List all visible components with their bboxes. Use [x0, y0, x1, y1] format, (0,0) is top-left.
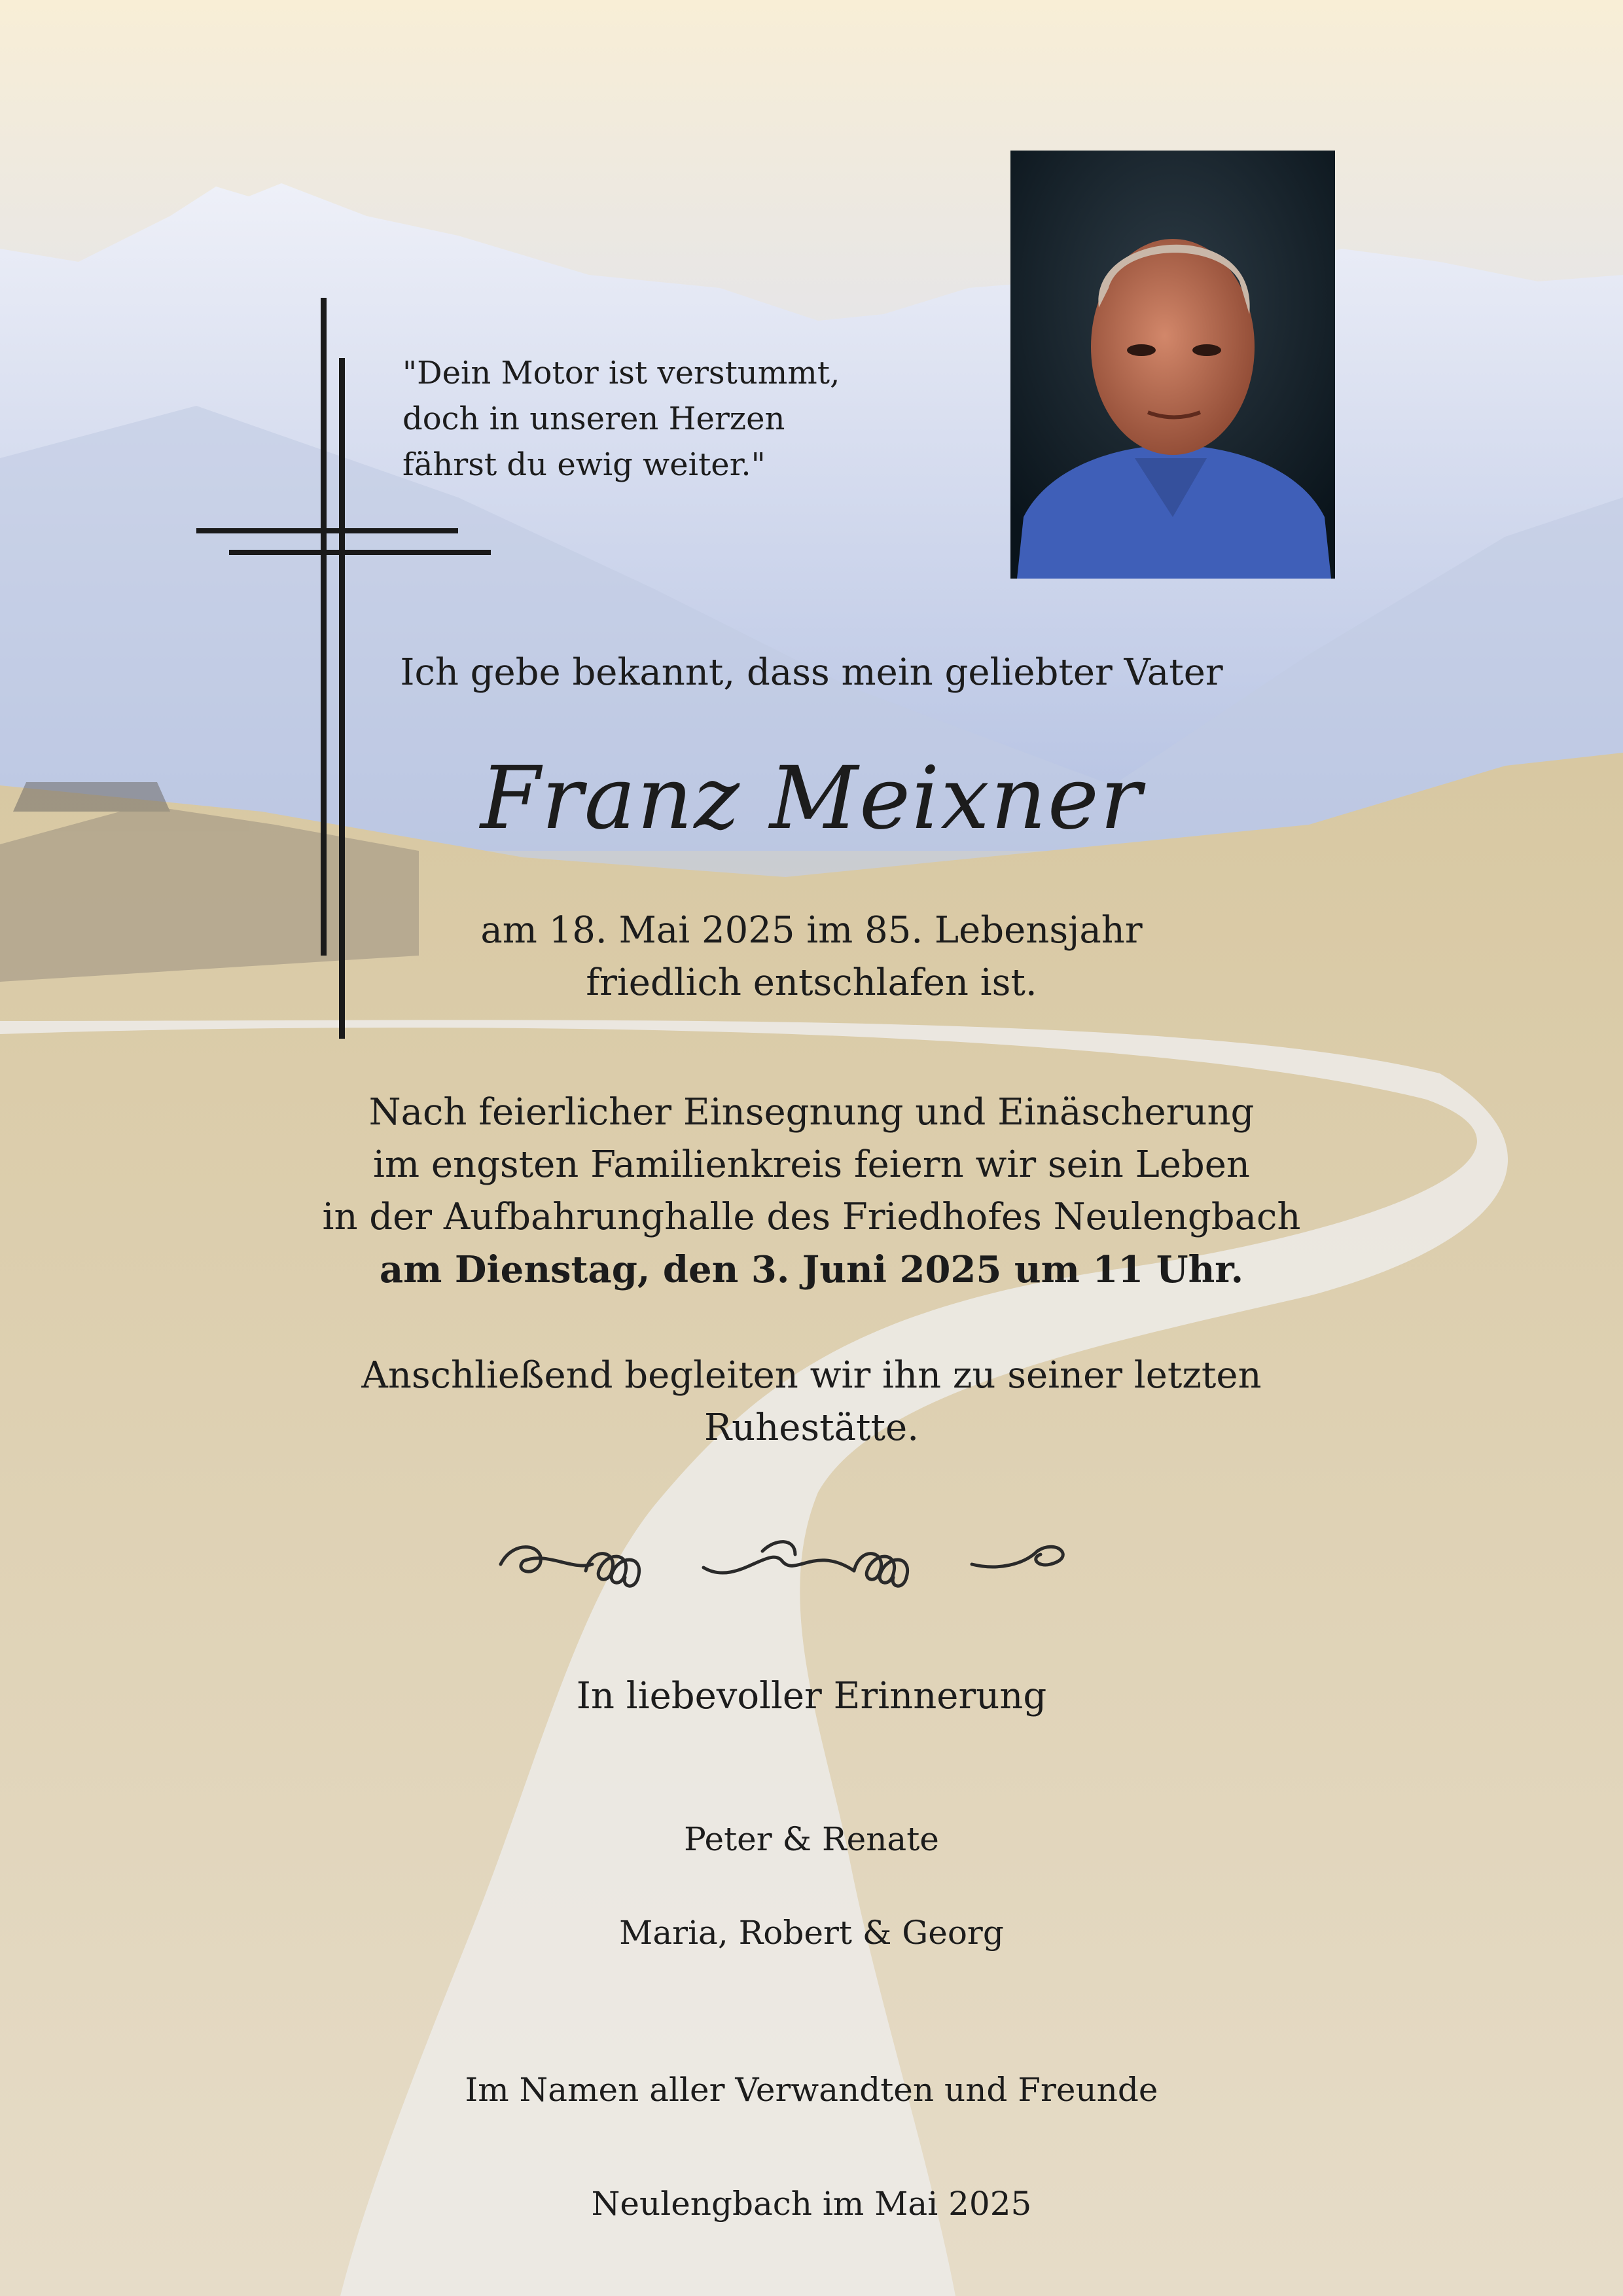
portrait-photo	[1010, 151, 1335, 579]
ceremony-line: im engsten Familienkreis feiern wir sein Leben	[373, 1143, 1250, 1186]
relatives-text: Im Namen aller Verwandten und Freunde	[465, 2071, 1158, 2109]
remembrance-text: In liebevoller Erinnerung	[576, 1675, 1047, 1717]
memorial-quote	[402, 350, 840, 488]
burial-line: Anschließend begleiten wir ihn zu seiner letzten	[361, 1354, 1262, 1397]
death-line: am 18. Mai 2025 im 85. Lebensjahr	[480, 909, 1143, 952]
burial-info	[0, 1350, 1623, 1454]
place-date: Neulengbach im Mai 2025	[591, 2185, 1032, 2223]
ceremony-line: Nach feierlicher Einsegnung und Einäscherung	[368, 1091, 1255, 1134]
quote-line: doch in unseren Herzen	[402, 401, 785, 437]
mourner-names: Maria, Robert & Georg	[619, 1914, 1004, 1952]
ceremony-info	[0, 1086, 1623, 1296]
mourner-names: Peter & Renate	[684, 1820, 939, 1858]
burial-line: Ruhestätte.	[704, 1407, 919, 1449]
flourish-divider-icon	[488, 1525, 1077, 1604]
ceremony-date: am Dienstag, den 3. Juni 2025 um 11 Uhr.	[379, 1248, 1244, 1291]
ceremony-line: in der Aufbahrunghalle des Friedhofes Neulengbach	[322, 1196, 1301, 1238]
death-info	[0, 905, 1623, 1009]
quote-line: "Dein Motor ist verstummt,	[402, 355, 840, 391]
quote-line: fährst du ewig weiter."	[402, 446, 766, 483]
deceased-name: Franz Meixner	[480, 748, 1143, 849]
announcement-text: Ich gebe bekannt, dass mein geliebter Vater	[400, 651, 1223, 694]
death-line: friedlich entschlafen ist.	[586, 961, 1037, 1004]
